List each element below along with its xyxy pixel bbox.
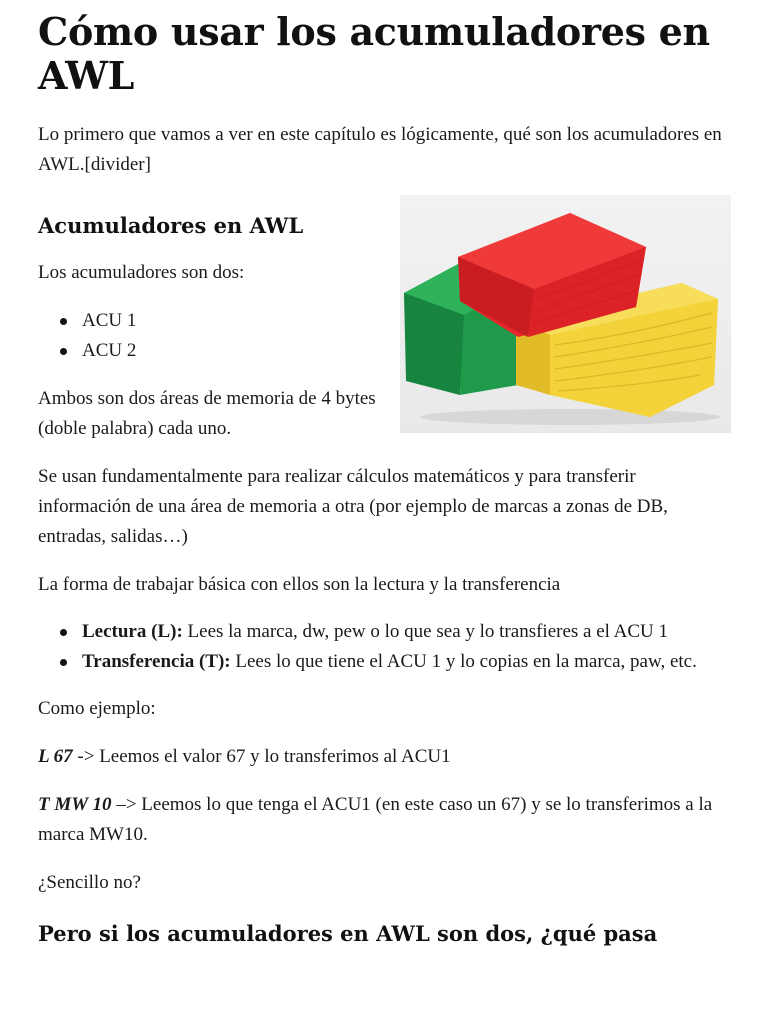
section-acumuladores	[38, 212, 732, 444]
operation-term: Transferencia (T):	[82, 651, 231, 672]
stacked-blocks-image	[400, 195, 731, 433]
section-heading-acumuladores: Acumuladores en AWL	[38, 213, 304, 238]
question-paragraph: ¿Sencillo no?	[38, 872, 141, 893]
intro-paragraph: Lo primero que vamos a ver en este capítulo es lógicamente, qué son los acumuladores en AWL.[divider]	[38, 124, 722, 175]
page-title: Cómo usar los acumuladores en AWL	[38, 9, 710, 98]
section-left-column	[38, 258, 383, 444]
example-text: –> Leemos lo que tenga el ACU1 (en este caso un 67) y se lo transferimos a la marca MW10.	[38, 794, 713, 845]
list-item	[82, 618, 732, 646]
list-item	[82, 648, 732, 676]
operations-list	[38, 618, 732, 676]
uses-paragraph: Se usan fundamentalmente para realizar cálculos matemáticos y para transferir información de una área de memoria a otra (por ejemplo de marcas a zonas de DB, entradas, salidas…)	[38, 466, 668, 547]
example-text: -> Leemos el valor 67 y lo transferimos al ACU1	[72, 746, 451, 767]
blocks-illustration	[400, 195, 731, 433]
example-label: Como ejemplo:	[38, 698, 156, 719]
section-lead: Los acumuladores son dos:	[38, 262, 245, 283]
section-heading-question: Pero si los acumuladores en AWL son dos, ¿qué pasa	[38, 921, 658, 946]
acumuladores-list	[38, 306, 383, 366]
example-2	[38, 790, 732, 850]
operation-desc: Lees lo que tiene el ACU 1 y lo copias en la marca, paw, etc.	[230, 651, 697, 672]
list-item: ACU 1	[82, 306, 383, 336]
list-item: ACU 2	[82, 336, 383, 366]
example-code: L 67	[38, 746, 73, 767]
article	[38, 0, 732, 948]
example-code: T MW 10	[38, 794, 112, 815]
work-intro-paragraph: La forma de trabajar básica con ellos son la lectura y la transferencia	[38, 574, 561, 595]
operation-desc: Lees la marca, dw, pew o lo que sea y lo transfieres a el ACU 1	[182, 621, 668, 642]
operation-term: Lectura (L):	[82, 621, 183, 642]
example-1	[38, 742, 732, 772]
section-body: Ambos son dos áreas de memoria de 4 bytes (doble palabra) cada uno.	[38, 388, 376, 439]
